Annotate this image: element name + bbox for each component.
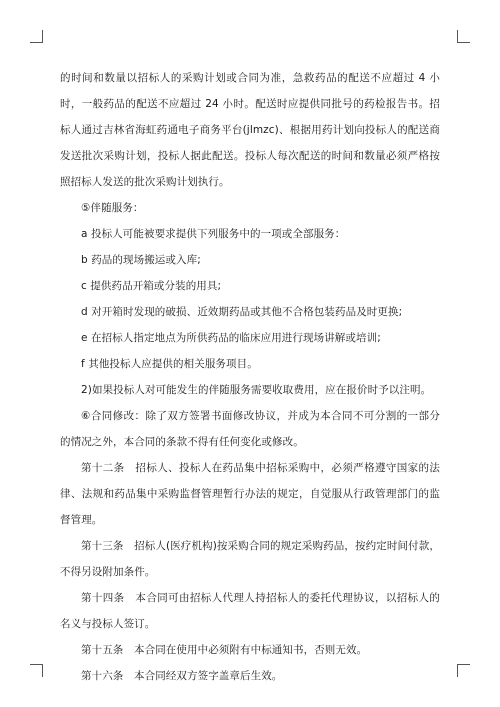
list-item-f: f 其他投标人应提供的相关服务项目。	[81, 358, 258, 370]
list-item-a: a 投标人可能被要求提供下列服务中的一项或全部服务：	[81, 228, 346, 240]
article-12: 第十二条 招标人、投标人在药品集中招标采购中，必须严格遵守国家的法律、法规和药品集中采购监督管理暂行办法的规定，自觉服从行政管理部门的监督管理。	[60, 462, 440, 526]
article-16: 第十六条 本合同经双方签字盖章后生效。	[81, 670, 283, 682]
crop-mark-bottom-right	[457, 664, 470, 677]
article-13: 第十三条 招标人(医疗机构)按采购合同的规定采购药品，按约定时间付款，不得另设附加条件。	[60, 540, 440, 578]
document-body	[60, 65, 440, 689]
list-item-c: c 提供药品开箱或分装的用具;	[81, 280, 222, 292]
paragraph-service-fees: 2)如果投标人对可能发生的伴随服务需要收取费用，应在报价时予以注明。	[81, 384, 432, 396]
article-14: 第十四条 本合同可由招标人代理人持招标人的委托代理协议，以招标人的名义与投标人签订。	[60, 592, 440, 630]
list-item-b: b 药品的现场搬运或入库;	[81, 254, 201, 266]
crop-mark-top-right	[457, 30, 470, 43]
crop-mark-top-left	[30, 30, 43, 43]
paragraph-contract-modification: ⑥合同修改：除了双方签署书面修改协议，并成为本合同不可分割的一部分的情况之外，本合同的条款不得有任何变化或修改。	[60, 410, 440, 448]
list-item-e: e 在招标人指定地点为所供药品的临床应用进行现场讲解或培训;	[81, 332, 381, 344]
list-item-d: d 对开箱时发现的破损、近效期药品或其他不合格包装药品及时更换;	[81, 306, 403, 318]
paragraph-continued: 的时间和数量以招标人的采购计划或合同为准，急救药品的配送不应超过 4 小时，一般药品的配送不应超过 24 小时。配送时应提供同批号的药检报告书。招标人通过吉林省海虹药通电子商务平台(jlmzc)、根据用药计划向投标人的配送商发送批次采购计划，投标人据此配送。投标人每次配送的时间和数量必须严格按照招标人发送的批次采购计划执行。	[60, 72, 440, 188]
article-15: 第十五条 本合同在使用中必须附有中标通知书，否则无效。	[81, 644, 368, 656]
paragraph-accompanying-services: ⑤伴随服务：	[81, 202, 144, 214]
crop-mark-bottom-left	[30, 664, 43, 677]
